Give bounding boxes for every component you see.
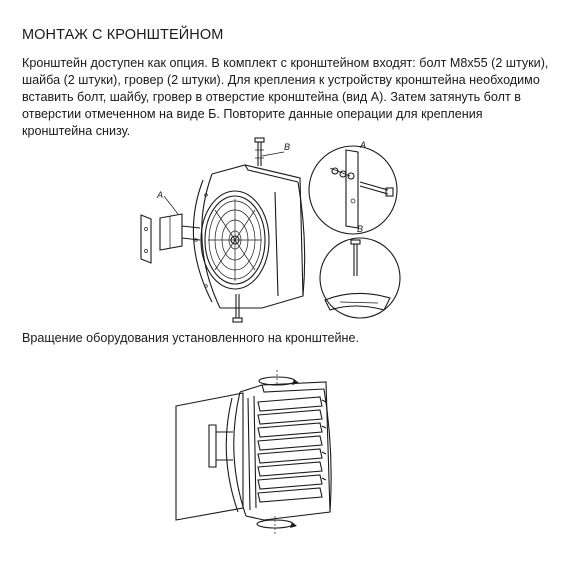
wall-bracket — [209, 425, 233, 467]
rotation-arrow-top — [259, 370, 299, 385]
label-view-a: A — [360, 140, 367, 150]
heater-unit-rotating — [226, 382, 331, 520]
rotation-caption: Вращение оборудования установленного на кронштейне. — [22, 331, 359, 345]
label-b-main: B — [284, 142, 291, 152]
label-view-b: B — [357, 224, 364, 234]
section-title: МОНТАЖ С КРОНШТЕЙНОМ — [22, 27, 224, 43]
label-a-main: A — [157, 190, 164, 200]
rotation-arrow-bottom — [257, 516, 297, 536]
mounting-instructions: Кронштейн доступен как опция. В комплект с кронштейном входят: болт М8х55 (2 штуки), шайба (2 штуки), гровер (2 штуки). Для крепления к устройству кронштейна необходимо вставить болт, шайбу, гровер в отверстие кронштейна (вид А). Затем затянуть болт в отверстии отмеченном на виде Б. Повторите данные операции для крепления кронштейна снизу. — [22, 56, 549, 138]
